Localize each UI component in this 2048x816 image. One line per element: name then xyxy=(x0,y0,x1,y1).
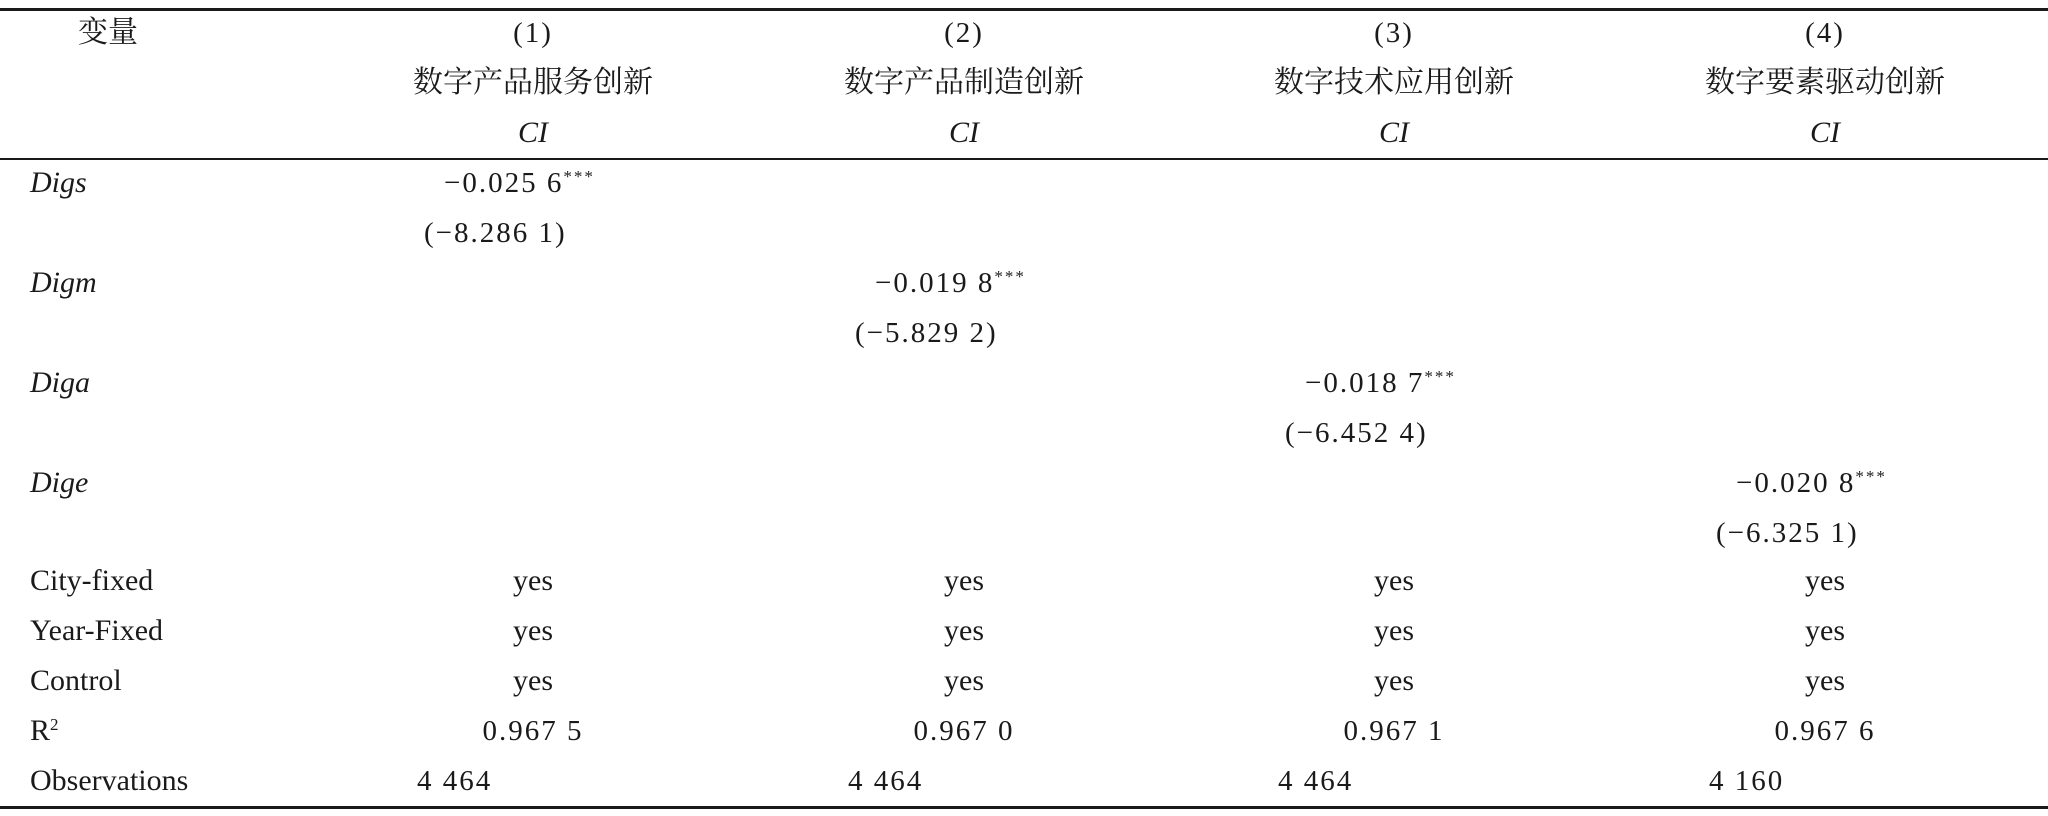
col3-name: 数字技术应用创新 xyxy=(1274,65,1514,100)
row-label-digs: Digs xyxy=(30,166,87,199)
cell-city-fixed-4: yes xyxy=(1805,564,1845,597)
col4-number: (4) xyxy=(1805,17,1845,49)
cell-city-fixed-2: yes xyxy=(944,564,984,597)
coef-dige: −0.020 8*** xyxy=(1736,467,1887,499)
cell-control-2: yes xyxy=(944,664,984,697)
cell-city-fixed-1: yes xyxy=(513,564,553,597)
cell-control-3: yes xyxy=(1374,664,1414,697)
col3-dependent: CI xyxy=(1379,116,1409,149)
cell-control-4: yes xyxy=(1805,664,1845,697)
table-bottom-rule xyxy=(0,806,2048,809)
col2-dependent: CI xyxy=(949,116,979,149)
row-label-r-squared: $R^2$ xyxy=(30,714,59,747)
coef-diga: −0.018 7*** xyxy=(1305,367,1456,399)
row-label-control: Control xyxy=(30,664,122,697)
row-label-year-fixed: Year-Fixed xyxy=(30,614,164,647)
cell-r-squared-1: 0.967 5 xyxy=(482,715,584,747)
cell-control-1: yes xyxy=(513,664,553,697)
col3-number: (3) xyxy=(1374,17,1414,49)
coef-digm: −0.019 8*** xyxy=(875,267,1026,299)
cell-year-fixed-4: yes xyxy=(1805,614,1845,647)
col2-name: 数字产品制造创新 xyxy=(844,65,1084,100)
col1-dependent: CI xyxy=(518,116,548,149)
cell-observations-4: 4 160 xyxy=(1709,765,1785,797)
variable-header: 变量 xyxy=(78,15,138,50)
cell-observations-2: 4 464 xyxy=(848,765,924,797)
tstat-dige: (−6.325 1) xyxy=(1716,517,1859,549)
row-label-city-fixed: City-fixed xyxy=(30,564,154,597)
cell-year-fixed-2: yes xyxy=(944,614,984,647)
col2-number: (2) xyxy=(944,17,984,49)
table-header-rule xyxy=(0,158,2048,160)
tstat-diga: (−6.452 4) xyxy=(1285,417,1428,449)
coef-digs: −0.025 6*** xyxy=(444,167,595,199)
col1-number: (1) xyxy=(513,17,553,49)
row-label-diga: Diga xyxy=(30,366,90,399)
row-label-dige: Dige xyxy=(30,466,89,499)
tstat-digs: (−8.286 1) xyxy=(424,217,567,249)
cell-observations-1: 4 464 xyxy=(417,765,493,797)
cell-r-squared-4: 0.967 6 xyxy=(1774,715,1876,747)
row-label-digm: Digm xyxy=(30,266,97,299)
cell-year-fixed-3: yes xyxy=(1374,614,1414,647)
col4-name: 数字要素驱动创新 xyxy=(1705,65,1945,100)
col4-dependent: CI xyxy=(1810,116,1840,149)
cell-r-squared-3: 0.967 1 xyxy=(1343,715,1445,747)
cell-r-squared-2: 0.967 0 xyxy=(913,715,1015,747)
tstat-digm: (−5.829 2) xyxy=(855,317,998,349)
cell-observations-3: 4 464 xyxy=(1278,765,1354,797)
cell-year-fixed-1: yes xyxy=(513,614,553,647)
row-label-observations: Observations xyxy=(30,764,189,797)
table-top-rule xyxy=(0,8,2048,11)
cell-city-fixed-3: yes xyxy=(1374,564,1414,597)
col1-name: 数字产品服务创新 xyxy=(413,65,653,100)
